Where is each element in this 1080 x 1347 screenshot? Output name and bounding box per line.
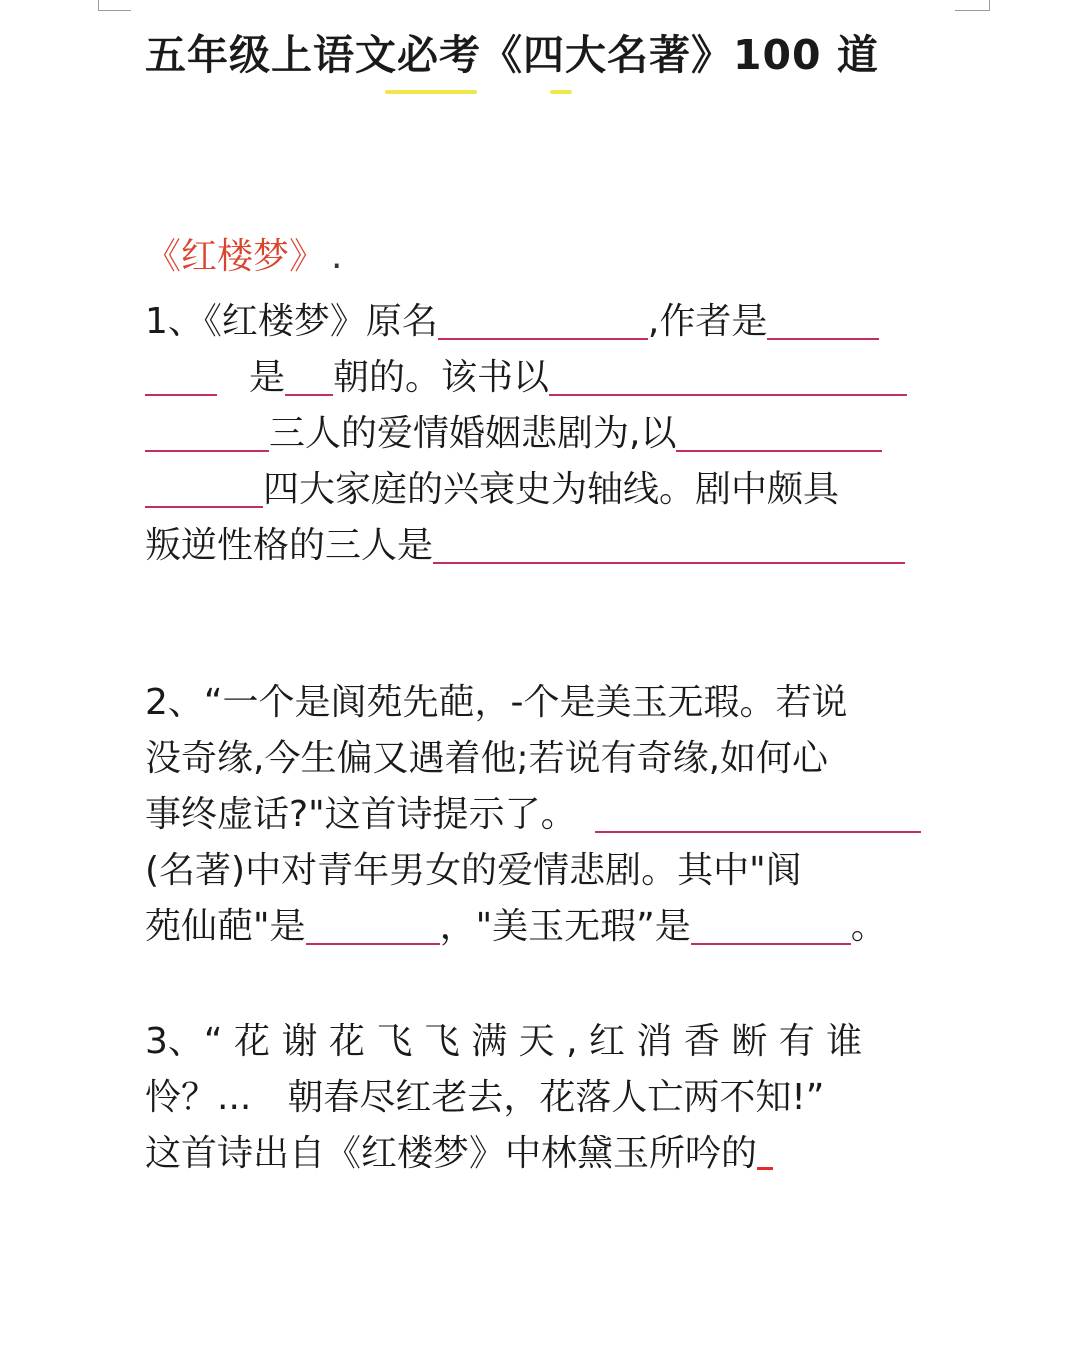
title-highlight-mark — [550, 90, 572, 94]
answer-blank[interactable] — [145, 466, 263, 508]
answer-blank[interactable] — [767, 298, 879, 340]
question-line: 苑仙葩"是 ，"美玉无瑕”是 。 — [145, 899, 937, 955]
section-trailing-mark: . — [331, 236, 343, 277]
question-line: 叛逆性格的三人是 — [145, 518, 937, 574]
page-corner-mark-right — [955, 0, 990, 11]
title-highlight-mark — [385, 90, 477, 94]
answer-blank[interactable] — [145, 410, 269, 452]
section-heading — [145, 228, 342, 279]
section-title: 《红楼梦》 — [145, 236, 326, 277]
question-line: 3、“ 花 谢 花 飞 飞 满 天 , 红 消 香 断 有 谁 — [145, 1021, 863, 1062]
page-title: 五年级上语文必考《四大名著》100 道 — [145, 31, 879, 79]
question-line: 这首诗出自《红楼梦》中林黛玉所吟的 — [145, 1126, 937, 1182]
question-2 — [145, 675, 937, 955]
answer-blank[interactable] — [285, 354, 333, 396]
answer-blank[interactable] — [691, 903, 851, 945]
question-line: 四大家庭的兴衰史为轴线。剧中颇具 — [145, 462, 937, 518]
answer-blank[interactable] — [549, 354, 907, 396]
answer-blank[interactable] — [433, 522, 905, 564]
answer-blank[interactable] — [757, 1131, 773, 1170]
question-line: 是 朝的。该书以 — [145, 350, 937, 406]
answer-blank[interactable] — [145, 354, 217, 396]
question-line: (名著)中对青年男女的爱情悲剧。其中"阆 — [145, 850, 802, 891]
question-3 — [145, 1014, 937, 1182]
question-1 — [145, 294, 937, 574]
answer-blank[interactable] — [306, 903, 440, 945]
question-line: 事终虚话?"这首诗提示了。 — [145, 787, 937, 843]
question-line: 1、《红楼梦》原名 ,作者是 — [145, 294, 937, 350]
page-corner-mark-left — [98, 0, 131, 11]
answer-blank[interactable] — [595, 791, 921, 833]
answer-blank[interactable] — [676, 410, 882, 452]
question-line: 三人的爱情婚姻悲剧为,以 — [145, 406, 937, 462]
question-line: 怜？... 朝春尽红老去，花落人亡两不知!” — [145, 1077, 825, 1118]
question-line: 2、“一个是阆苑先葩，-个是美玉无瑕。若说 — [145, 682, 848, 723]
answer-blank[interactable] — [438, 298, 648, 340]
question-line: 没奇缘,今生偏又遇着他;若说有奇缘,如何心 — [145, 738, 829, 779]
